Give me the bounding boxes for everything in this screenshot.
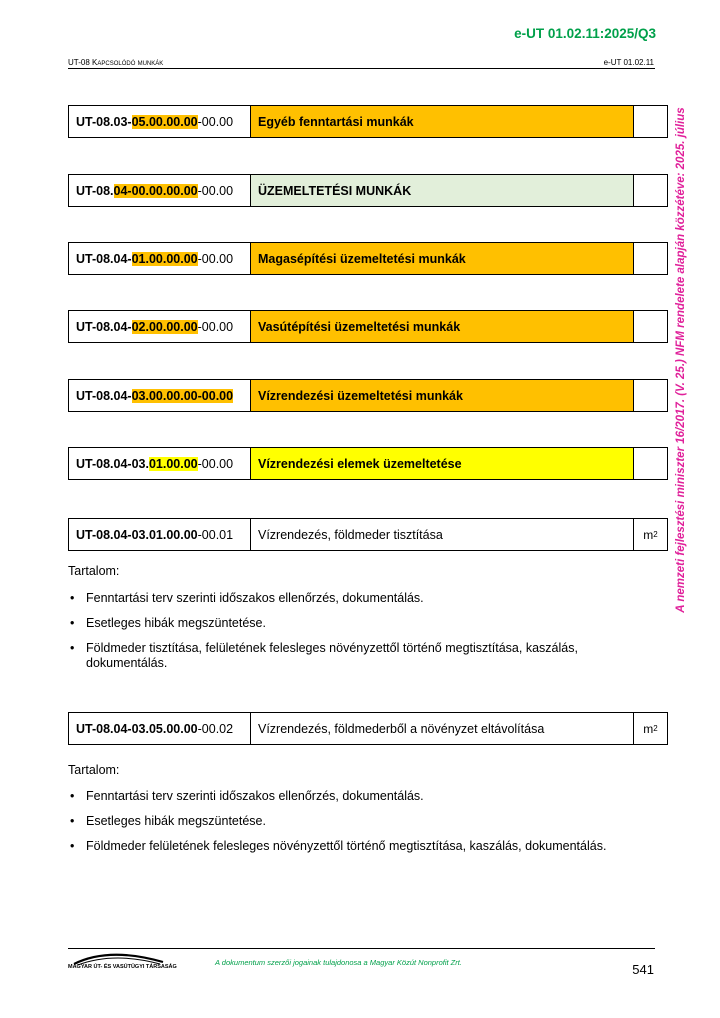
content-list-1 (68, 591, 653, 681)
society-logo-icon (68, 952, 178, 974)
list-item: • Esetleges hibák megszüntetése. (68, 616, 653, 631)
item-row-08-04-02 (68, 310, 668, 343)
item-code: UT-08.04- 03.00.00.00-00.00 (69, 380, 251, 411)
content-list-2 (68, 789, 653, 864)
item-code: UT-08. 04-00.00.00.00 -00.00 (69, 175, 251, 206)
item-row-08-04-01 (68, 242, 668, 275)
item-code: UT-08.03- 05.00.00.00 -00.00 (69, 106, 251, 137)
content-label: Tartalom: (68, 763, 120, 777)
list-item: • Földmeder tisztítása, felületének felesleges növényzettől történő megtisztítása, kaszálás, dokumentálás. (68, 641, 653, 671)
item-code: UT-08.04-03. 01.00.00 -00.00 (69, 448, 251, 479)
document-code: e-UT 01.02.11:2025/Q3 (514, 26, 656, 41)
page-number: 541 (632, 962, 654, 977)
copyright-note: A dokumentum szerzői jogainak tulajdonosa a Magyar Közút Nonprofit Zrt. (215, 958, 462, 967)
side-publication-note: A nemzeti fejlesztési miniszter 16/2017. (V. 25.) NFM rendelete alapján közzétéve: 2025. július (675, 107, 687, 613)
item-row-08-04-03-01 (68, 447, 668, 480)
item-unit (634, 380, 667, 411)
header-standard: e-UT 01.02.11 (603, 58, 654, 67)
header-divider (68, 68, 655, 69)
item-row-08-04-03-05-00-02 (68, 712, 668, 745)
list-item: • Fenntartási terv szerinti időszakos ellenőrzés, dokumentálás. (68, 591, 653, 606)
list-item: • Esetleges hibák megszüntetése. (68, 814, 653, 829)
item-unit (634, 311, 667, 342)
item-code: UT-08.04- 02.00.00.00 -00.00 (69, 311, 251, 342)
item-title: Egyéb fenntartási munkák (251, 106, 634, 137)
item-title: Vasútépítési üzemeltetési munkák (251, 311, 634, 342)
item-title: Vízrendezés, földmederből a növényzet eltávolítása (251, 713, 634, 744)
content-label: Tartalom: (68, 564, 120, 578)
header-chapter (68, 58, 163, 67)
item-unit: m 2 (643, 527, 658, 542)
list-item: • Fenntartási terv szerinti időszakos ellenőrzés, dokumentálás. (68, 789, 653, 804)
item-row-08-04-03-01-00-01 (68, 518, 668, 551)
item-unit: m 2 (643, 721, 658, 736)
item-title: Magasépítési üzemeltetési munkák (251, 243, 634, 274)
header-chapter-prefix: UT-08 (68, 58, 93, 67)
item-title: Vízrendezés, földmeder tisztítása (251, 519, 634, 550)
item-row-08-04 (68, 174, 668, 207)
item-title: Vízrendezési elemek üzemeltetése (251, 448, 634, 479)
item-unit (634, 106, 667, 137)
item-code: UT-08.04-03.05.00.00 -00.02 (69, 713, 251, 744)
item-code: UT-08.04- 01.00.00.00 -00.00 (69, 243, 251, 274)
list-item: • Földmeder felületének felesleges növényzettől történő megtisztítása, kaszálás, dokumentálás. (68, 839, 653, 854)
item-title: ÜZEMELTETÉSI MUNKÁK (251, 175, 634, 206)
header-chapter-title: Kapcsolódó munkák (92, 58, 164, 67)
footer-divider (68, 948, 655, 949)
item-unit (634, 175, 667, 206)
item-unit (634, 448, 667, 479)
item-row-08-04-03 (68, 379, 668, 412)
item-code: UT-08.04-03.01.00.00 -00.01 (69, 519, 251, 550)
society-logo-text: MAGYAR ÚT- ÉS VASÚTÜGYI TÁRSASÁG (68, 964, 177, 970)
item-title: Vízrendezési üzemeltetési munkák (251, 380, 634, 411)
item-row-08-03-05 (68, 105, 668, 138)
item-unit (634, 243, 667, 274)
